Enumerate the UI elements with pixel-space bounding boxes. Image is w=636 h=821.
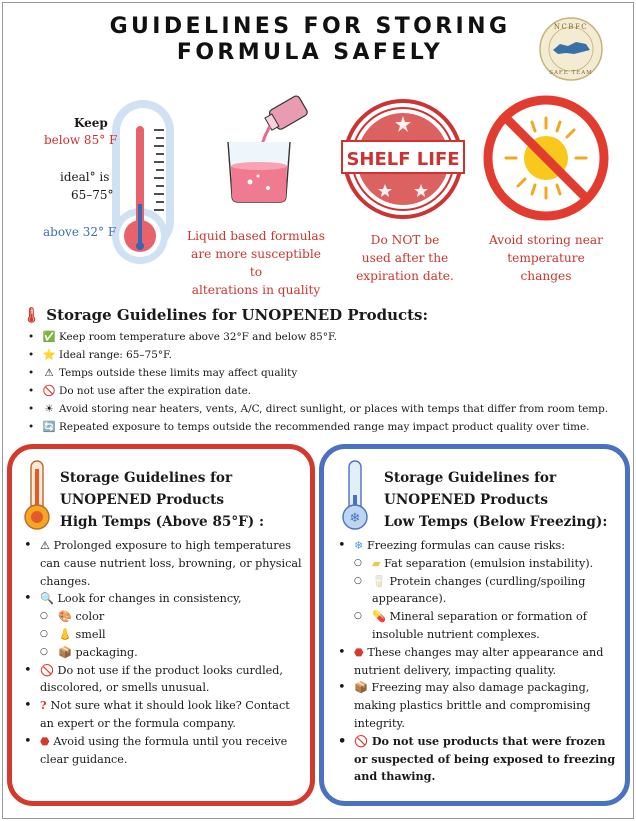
- ideal-range-label: 65–75°: [71, 188, 114, 202]
- palette-icon: 🎨: [58, 610, 76, 624]
- star-icon: ⭐: [42, 349, 56, 361]
- check-icon: ✅: [42, 331, 56, 343]
- svg-text:❄: ❄: [349, 511, 361, 526]
- list-item: ○ ▰ Fat separation (emulsion instability).: [354, 555, 622, 573]
- cup-icon: 🥛: [372, 574, 390, 588]
- list-item: ○ 👃 smell: [40, 626, 304, 644]
- list-item: ○ 💊 Mineral separation or formation of insoluble nutrient complexes.: [354, 608, 622, 644]
- prohibited-icon: 🚫: [354, 733, 372, 748]
- list-item: • ⚠ Temps outside these limits may affect quality: [28, 364, 618, 382]
- low-heading-3: Low Temps (Below Freezing):: [384, 514, 608, 530]
- shelf-life-text: SHELF LIFE: [346, 149, 460, 170]
- thermometer-small-icon: 🌡: [22, 306, 42, 324]
- list-item: • 🚫 Do not use products that were frozen or suspected of being exposed to freezing and thawing.: [338, 733, 622, 786]
- svg-text:NCBFC: NCBFC: [553, 23, 589, 31]
- unopened-heading: 🌡 Storage Guidelines for UNOPENED Products:: [22, 306, 429, 324]
- list-item: • 📦 Freezing may also damage packaging, making plastics brittle and compromising integrity.: [338, 679, 622, 732]
- list-item: • ⚠ Prolonged exposure to high temperatures can cause nutrient loss, browning, or physical changes.: [24, 537, 304, 590]
- list-item: • ☀ Avoid storing near heaters, vents, A/C, direct sunlight, or places with temps that differ from room temp.: [28, 400, 618, 418]
- hot-thermometer-icon: [20, 459, 54, 531]
- thermometer-icon: [100, 96, 185, 272]
- list-item: ○ 📦 packaging.: [40, 644, 304, 662]
- shelf-life-stamp-icon: [340, 96, 466, 222]
- risks-sublist: [354, 555, 622, 644]
- stop-sign-icon: ⬣: [354, 645, 368, 659]
- prohibited-icon: 🚫: [40, 663, 58, 677]
- high-heading-1: Storage Guidelines for: [60, 470, 233, 486]
- consistency-sublist: [40, 608, 304, 661]
- warning-icon: ⚠: [40, 539, 54, 552]
- prohibited-icon: 🚫: [42, 385, 56, 397]
- expiration-caption: Do NOT be used after the expiration date.: [356, 233, 454, 283]
- pill-icon: 💊: [372, 610, 390, 624]
- nose-icon: 👃: [58, 627, 76, 641]
- no-sun-icon: [482, 94, 610, 222]
- page-title: GUIDELINES FOR STORING FORMULA SAFELY: [109, 14, 511, 65]
- package-icon: 📦: [354, 681, 372, 695]
- low-temps-box: [319, 444, 630, 806]
- liquid-caption: Liquid based formulas are more susceptible to alterations in quality: [187, 229, 325, 297]
- temperature-caption: Avoid storing near temperature changes: [489, 233, 603, 283]
- high-temps-box: [7, 444, 315, 806]
- list-item: • 🚫 Do not use if the product looks curdled, discolored, or smells unusual.: [24, 662, 304, 698]
- low-heading-1: Storage Guidelines for: [384, 470, 557, 486]
- list-item: ○ 🥛 Protein changes (curdling/spoiling appearance).: [354, 573, 622, 609]
- high-heading-3: High Temps (Above 85°F) :: [60, 514, 264, 530]
- high-heading-2: UNOPENED Products: [60, 492, 225, 508]
- question-icon: ?: [40, 698, 51, 713]
- warning-icon: ⚠: [44, 367, 54, 379]
- package-icon: 📦: [58, 645, 76, 659]
- keep-label: Keep: [74, 116, 108, 130]
- list-item: ○ 🎨 color: [40, 608, 304, 626]
- magnifier-icon: 🔍: [40, 592, 58, 606]
- cold-thermometer-icon: [340, 459, 370, 531]
- low-heading-2: UNOPENED Products: [384, 492, 549, 508]
- ncbfc-seal-logo: [538, 16, 604, 82]
- stop-sign-icon: ⬣: [40, 734, 54, 748]
- below-85-label: below 85° F: [44, 133, 118, 147]
- above-32-label: above 32° F: [43, 225, 117, 239]
- unopened-list: [28, 328, 618, 436]
- list-item: • ⬣ Avoid using the formula until you receive clear guidance.: [24, 733, 304, 769]
- list-item: • ⭐ Ideal range: 65–75°F.: [28, 346, 618, 364]
- low-list: [338, 537, 622, 786]
- list-item: • ? Not sure what it should look like? Contact an expert or the formula company.: [24, 697, 304, 733]
- repeat-icon: 🔄: [42, 421, 56, 433]
- list-item: • 🔄 Repeated exposure to temps outside the recommended range may impact product quality over time.: [28, 418, 618, 436]
- icon-row: [0, 88, 636, 297]
- high-list: [24, 537, 304, 768]
- snowflake-icon: ❄: [354, 539, 367, 552]
- sun-icon: ☀: [44, 403, 54, 415]
- butter-icon: ▰: [372, 556, 385, 570]
- svg-text:SAFE TEAM: SAFE TEAM: [549, 70, 593, 76]
- list-item: • 🔍 Look for changes in consistency, ○ 🎨 color ○ 👃 smell ○ 📦 packaging.: [24, 590, 304, 661]
- list-item: • 🚫 Do not use after the expiration date.: [28, 382, 618, 400]
- ideal-label: ideal° is: [60, 170, 110, 184]
- list-item: • ✅ Keep room temperature above 32°F and below 85°F.: [28, 328, 618, 346]
- liquid-pour-icon: [210, 92, 320, 204]
- list-item: • ❄ Freezing formulas can cause risks: ○ ▰ Fat separation (emulsion instability). ○ 🥛 Protein changes (curdling/spoiling appearance). ○ 💊 Mineral separation or formation of insoluble nutrient complexes.: [338, 537, 622, 644]
- list-item: • ⬣ These changes may alter appearance and nutrient delivery, impacting quality.: [338, 644, 622, 680]
